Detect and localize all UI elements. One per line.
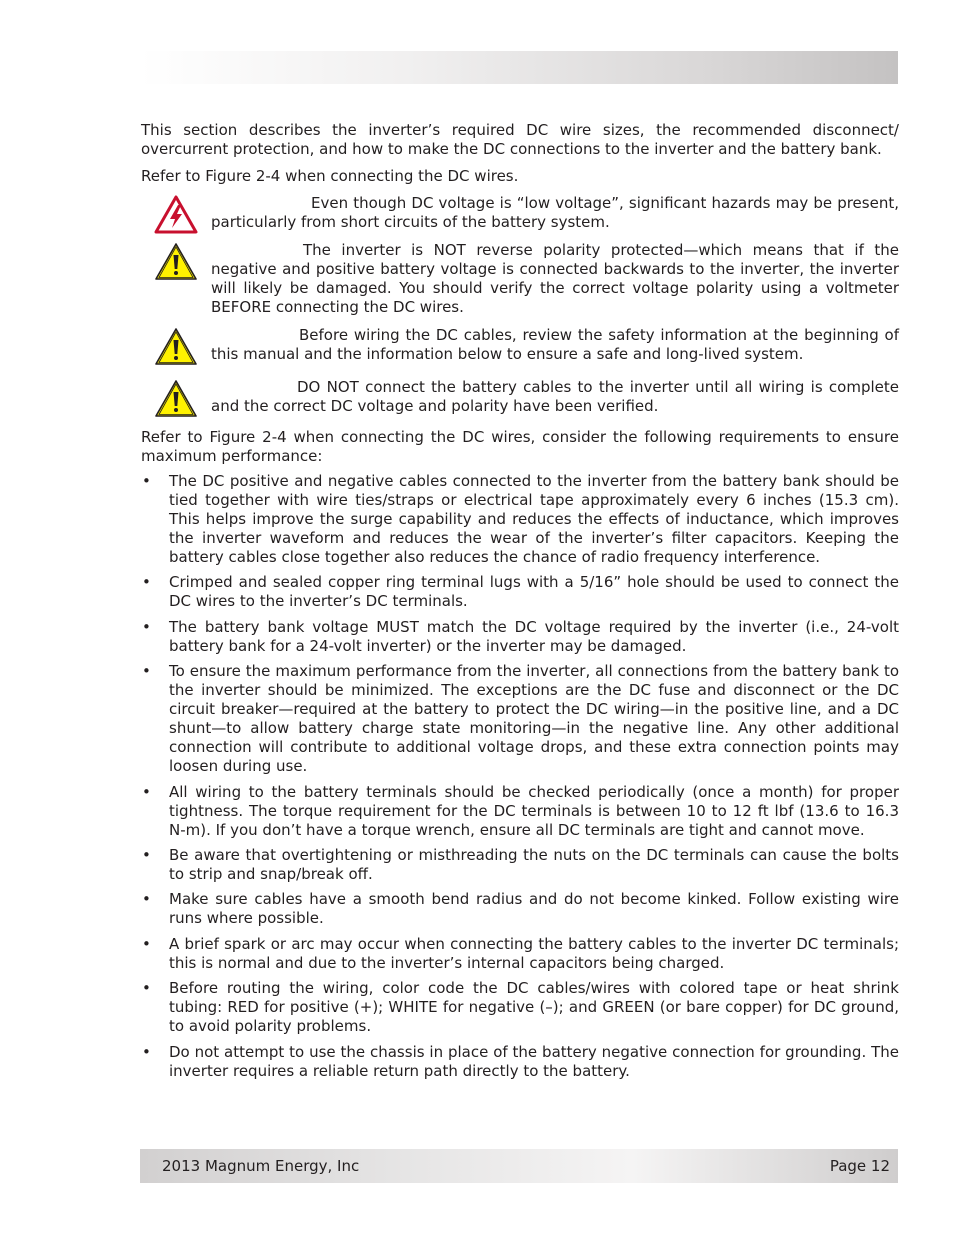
notice-text: DO NOT connect the battery cables to the inverter until all wiring is complete and the correct DC voltage and polarity have been verified. <box>211 378 899 415</box>
bullet-marker: • <box>142 617 151 636</box>
notice-text: The inverter is NOT reverse polarity protected—which means that if the negative and positive battery voltage is connected backwards to the inverter, the inverter will likely be damaged. You should verify the correct voltage polarity using a voltmeter BEFORE connecting the DC wires. <box>211 241 899 316</box>
caution-notice-safety <box>141 326 899 364</box>
notice-text: Even though DC voltage is “low voltage”, significant hazards may be present, particularly from short circuits of the battery system. <box>211 194 899 231</box>
page-number: Page 12 <box>829 1157 890 1175</box>
list-item: • The DC positive and negative cables connected to the inverter from the battery bank should be tied together with wire ties/straps or electrical tape approximately every 6 inches (15.3 cm). This helps improve the surge capability and reduces the effects of inductance, which improves the inverter waveform and reduces the wear of the inverter’s filter capacitors. Keeping the battery cables close together also reduces the chance of radio frequency interference. <box>142 472 899 566</box>
list-item: • Before routing the wiring, color code the DC cables/wires with colored tape or heat shrink tubing: RED for positive (+); WHITE for negative (–); and GREEN (or bare copper) for DC ground, to avoid polarity problems. <box>142 979 899 1036</box>
list-item: • To ensure the maximum performance from the inverter, all connections from the battery bank to the inverter should be minimized. The exceptions are the DC fuse and disconnect or the DC circuit breaker—required at the battery to protect the DC wiring—in the positive line, and a DC shunt—to allow battery charge state monitoring—in the negative line. Any other additional connection will contribute to additional voltage drops, and these extra connection points may loosen during use. <box>142 662 899 776</box>
bullet-marker: • <box>142 573 151 592</box>
electrical-hazard-icon <box>154 195 198 235</box>
list-item: • Make sure cables have a smooth bend radius and do not become kinked. Follow existing wire runs where possible. <box>142 890 899 928</box>
list-item: • The battery bank voltage MUST match the DC voltage required by the inverter (i.e., 24-volt battery bank for a 24-volt inverter) or the inverter may be damaged. <box>142 617 899 655</box>
list-item: • Be aware that overtightening or misthreading the nuts on the DC terminals can cause the bolts to strip and snap/break off. <box>142 845 899 883</box>
refer-paragraph: Refer to Figure 2-4 when connecting the DC wires. <box>141 167 519 185</box>
intro-paragraph: This section describes the inverter’s required DC wire sizes, the recommended disconnect/ overcurrent protection, and how to make the DC connections to the inverter and the battery bank. <box>141 121 899 158</box>
list-item: • Crimped and sealed copper ring terminal lugs with a 5/16” hole should be used to connect the DC wires to the inverter’s DC terminals. <box>142 573 899 611</box>
caution-notice-polarity <box>141 241 899 317</box>
bullet-marker: • <box>142 472 151 490</box>
footer-bar <box>140 1149 898 1183</box>
caution-icon <box>154 327 198 367</box>
bullet-marker: • <box>142 934 151 953</box>
danger-notice <box>141 194 899 232</box>
page-content <box>141 121 899 1087</box>
requirements-intro: Refer to Figure 2-4 when connecting the DC wires, consider the following requirements to ensure maximum performance: <box>141 428 899 465</box>
bullet-marker: • <box>142 782 151 801</box>
notice-text: Before wiring the DC cables, review the safety information at the beginning of this manual and the information below to ensure a safe and long-lived system. <box>211 326 899 363</box>
bullet-marker: • <box>142 662 151 681</box>
caution-icon <box>154 379 198 419</box>
bullet-marker: • <box>142 890 151 909</box>
caution-notice-connect <box>141 378 899 416</box>
bullet-marker: • <box>142 845 151 864</box>
copyright-text: 2013 Magnum Energy, Inc <box>162 1157 360 1175</box>
bullet-marker: • <box>142 979 151 998</box>
list-item: • Do not attempt to use the chassis in place of the battery negative connection for grounding. The inverter requires a reliable return path directly to the battery. <box>142 1042 899 1080</box>
list-item: • A brief spark or arc may occur when connecting the battery cables to the inverter DC terminals; this is normal and due to the inverter’s internal capacitors being charged. <box>142 934 899 972</box>
header-bar <box>140 51 898 84</box>
bullet-marker: • <box>142 1042 151 1061</box>
list-item: • All wiring to the battery terminals should be checked periodically (once a month) for proper tightness. The torque requirement for the DC terminals is between 10 to 12 ft lbf (13.6 to 16.3 N-m). If you don’t have a torque wrench, ensure all DC terminals are tight and cannot move. <box>142 782 899 839</box>
requirements-list <box>141 472 899 1081</box>
caution-icon <box>154 242 198 282</box>
